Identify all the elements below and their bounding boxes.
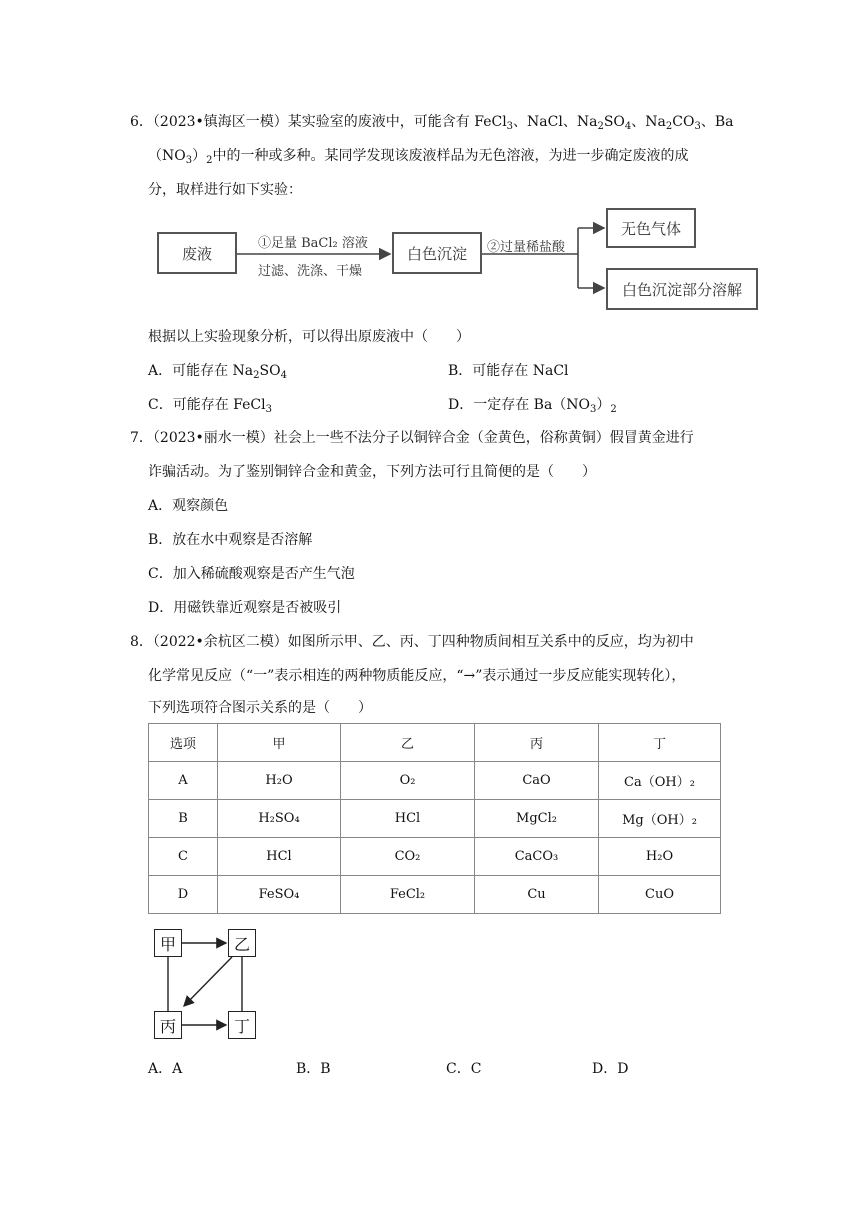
flow-box-white-precipitate: 白色沉淀 [392,232,482,274]
table-header-row [149,724,721,762]
table-header: 丙 [475,724,599,762]
table-cell: CuO [599,876,721,914]
q6-line2: $(NO_3)_2$中的一种或多种。某同学发现该废液样品为无色溶液，为进一步确定废液的成 [148,148,689,166]
q7-line2: 诈骗活动。为了鉴别铜锌合金和黄金，下列方法可行且简便的是（ ） [148,464,596,480]
table-row [149,838,721,876]
table-cell: B [149,800,218,838]
table-header: 乙 [341,724,475,762]
table-cell: H₂O [218,762,341,800]
q7-option-d: D．用磁铁靠近观察是否被吸引 [148,600,342,616]
table-cell: CaO [475,762,599,800]
table-header: 丁 [599,724,721,762]
table-header: 选项 [149,724,218,762]
table-cell: HCl [218,838,341,876]
q8-answer-c: C．C [446,1061,482,1077]
node-yi: 乙 [228,929,256,957]
table-cell: HCl [341,800,475,838]
q8-line2: 化学常见反应（“一”表示相连的两种物质能反应，“→”表示通过一步反应能实现转化）， [148,668,686,684]
flow-box-colorless-gas: 无色气体 [606,208,696,248]
flow-arrows [0,0,860,330]
q7-option-a: A．观察颜色 [148,498,229,514]
flow-box-partial-dissolve: 白色沉淀部分溶解 [606,268,758,310]
q6-option-a: A．可能存在 $Na_2SO_4$ [148,363,287,381]
q6-line3: 分，取样进行如下实验： [148,182,302,198]
q8-table [148,723,721,914]
q6-line1: 6．（2023•镇海区一模）某实验室的废液中，可能含有 FeCl$_3$、NaCl、$Na_2SO_4$、$Na_2CO_3$、Ba [130,114,734,132]
table-row [149,762,721,800]
table-cell: H₂O [599,838,721,876]
q6-option-d: D．一定存在 $Ba(NO_3)_2$ [448,397,617,415]
q8-answer-a: A．A [148,1061,183,1077]
table-cell: CO₂ [341,838,475,876]
table-row [149,800,721,838]
q6-option-b: B．可能存在 NaCl [448,363,569,379]
q8-answer-b: B．B [296,1061,331,1077]
q7-option-b: B．放在水中观察是否溶解 [148,532,313,548]
table-header: 甲 [218,724,341,762]
q6-option-c: C．可能存在 FeCl$_3$ [148,397,272,415]
table-cell: O₂ [341,762,475,800]
table-cell: Cu [475,876,599,914]
flow-box-waste: 废液 [157,232,237,274]
flow-step2: ②过量稀盐酸 [487,240,566,255]
table-cell: Ca（OH）₂ [599,762,721,800]
node-ding: 丁 [228,1011,256,1039]
flow-step1-bottom: 过滤、洗涤、干燥 [258,264,363,279]
q8-line3: 下列选项符合图示关系的是（ ） [148,700,372,716]
table-cell: CaCO₃ [475,838,599,876]
table-cell: H₂SO₄ [218,800,341,838]
q8-answer-d: D．D [592,1061,629,1077]
q6-stem: 根据以上实验现象分析，可以得出原废液中（ ） [148,329,470,345]
q7-option-c: C．加入稀硫酸观察是否产生气泡 [148,566,355,582]
node-jia: 甲 [154,929,182,957]
table-cell: A [149,762,218,800]
flow-step1-top: ①足量 BaCl₂ 溶液 [258,236,368,251]
arrow-yi-bing [184,957,232,1006]
table-cell: C [149,838,218,876]
table-cell: Mg（OH）₂ [599,800,721,838]
q7-line1: 7．（2023•丽水一模）社会上一些不法分子以铜锌合金（金黄色，俗称黄铜）假冒黄金进行 [130,430,694,446]
table-cell: D [149,876,218,914]
q8-line1: 8．（2022•余杭区二模）如图所示甲、乙、丙、丁四种物质间相互关系中的反应，均为初中 [130,634,694,650]
node-bing: 丙 [154,1011,182,1039]
table-cell: MgCl₂ [475,800,599,838]
table-cell: FeSO₄ [218,876,341,914]
table-row [149,876,721,914]
table-cell: FeCl₂ [341,876,475,914]
